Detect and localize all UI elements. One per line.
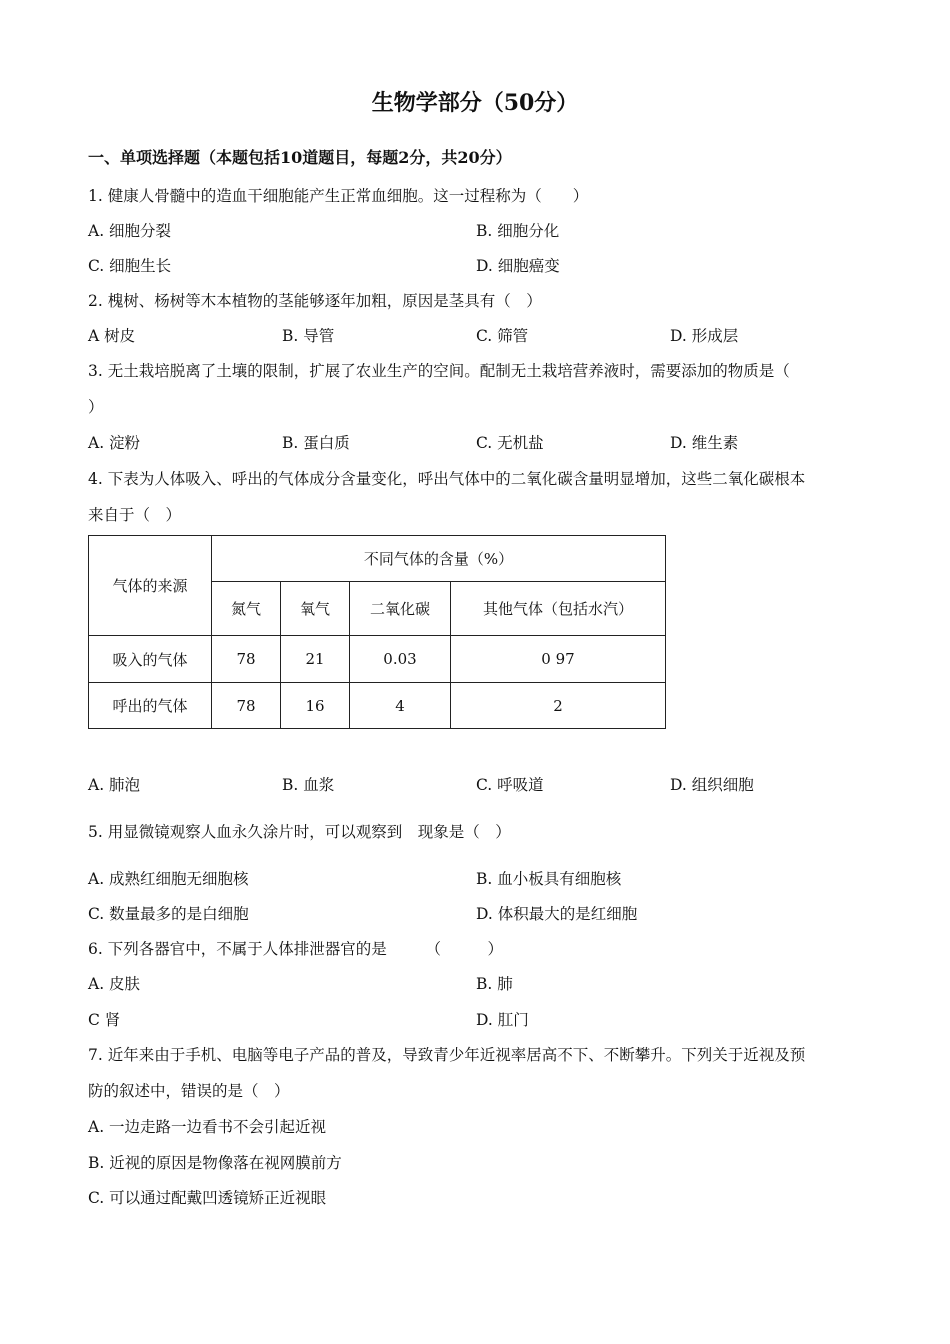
q7-option-a: A. 一边走路一边看书不会引起近视 xyxy=(88,1118,327,1136)
q4-option-b: B. 血浆 xyxy=(282,776,335,794)
table-column-header: 其他气体（包括水汽） xyxy=(451,582,666,636)
q3-option-a: A. 淀粉 xyxy=(88,434,141,452)
table-row xyxy=(89,636,666,683)
gas-composition-table xyxy=(88,535,666,729)
q2-option-a: A 树皮 xyxy=(88,327,136,345)
q5-option-b: B. 血小板具有细胞核 xyxy=(476,870,622,888)
table-cell: 0 97 xyxy=(451,636,666,683)
q2-option-c: C. 筛管 xyxy=(476,327,529,345)
q3-option-b: B. 蛋白质 xyxy=(282,434,350,452)
table-header-source: 气体的来源 xyxy=(89,536,212,636)
question-6-stem: 6. 下列各器官中，不属于人体排泄器官的是 （ ） xyxy=(88,940,503,958)
q4-option-a: A. 肺泡 xyxy=(88,776,141,794)
question-2-stem: 2. 槐树、杨树等木本植物的茎能够逐年加粗，原因是茎具有（ ） xyxy=(88,292,542,310)
q4-option-d: D. 组织细胞 xyxy=(670,776,754,794)
q3-option-d: D. 维生素 xyxy=(670,434,739,452)
table-column-header: 二氧化碳 xyxy=(350,582,451,636)
q6-option-b: B. 肺 xyxy=(476,975,513,993)
q1-option-b: B. 细胞分化 xyxy=(476,222,560,240)
q6-option-a: A. 皮肤 xyxy=(88,975,141,993)
table-header-group: 不同气体的含量（%） xyxy=(212,536,666,582)
table-cell: 78 xyxy=(212,636,281,683)
table-column-header: 氧气 xyxy=(281,582,350,636)
question-7-stem-line2: 防的叙述中，错误的是（ ） xyxy=(88,1082,290,1100)
question-3-stem-line1: 3. 无土栽培脱离了土壤的限制，扩展了农业生产的空间。配制无土栽培营养液时，需要添加的物质是（ xyxy=(88,362,790,380)
page-title: 生物学部分（50分） xyxy=(371,90,579,116)
q1-option-a: A. 细胞分裂 xyxy=(88,222,172,240)
q6-option-d: D. 肛门 xyxy=(476,1011,529,1029)
q6-option-c: C 肾 xyxy=(88,1011,121,1029)
question-4-stem-line2: 来自于（ ） xyxy=(88,506,182,524)
table-row-label: 吸入的气体 xyxy=(89,636,212,683)
q2-option-b: B. 导管 xyxy=(282,327,335,345)
table-cell: 21 xyxy=(281,636,350,683)
q4-option-c: C. 呼吸道 xyxy=(476,776,544,794)
q5-option-d: D. 体积最大的是红细胞 xyxy=(476,905,638,923)
q3-option-c: C. 无机盐 xyxy=(476,434,544,452)
q1-option-d: D. 细胞癌变 xyxy=(476,257,560,275)
q5-option-a: A. 成熟红细胞无细胞核 xyxy=(88,870,249,888)
question-3-stem-line2: ） xyxy=(88,398,104,416)
q2-option-d: D. 形成层 xyxy=(670,327,739,345)
table-cell: 2 xyxy=(451,683,666,729)
q1-option-c: C. 细胞生长 xyxy=(88,257,172,275)
section-heading: 一、单项选择题（本题包括10道题目，每题2分，共20分） xyxy=(88,148,512,167)
question-4-stem-line1: 4. 下表为人体吸入、呼出的气体成分含量变化，呼出气体中的二氧化碳含量明显增加，这些二氧化碳根本 xyxy=(88,470,806,488)
question-5-stem: 5. 用显微镜观察人血永久涂片时，可以观察到 现象是（ ） xyxy=(88,823,511,841)
table-column-header: 氮气 xyxy=(212,582,281,636)
table-row xyxy=(89,683,666,729)
table-cell: 16 xyxy=(281,683,350,729)
table-cell: 4 xyxy=(350,683,451,729)
table-cell: 78 xyxy=(212,683,281,729)
table-cell: 0.03 xyxy=(350,636,451,683)
q5-option-c: C. 数量最多的是白细胞 xyxy=(88,905,249,923)
question-1-stem: 1. 健康人骨髓中的造血干细胞能产生正常血细胞。这一过程称为（ ） xyxy=(88,187,589,205)
q7-option-c: C. 可以通过配戴凹透镜矫正近视眼 xyxy=(88,1189,327,1207)
question-7-stem-line1: 7. 近年来由于手机、电脑等电子产品的普及，导致青少年近视率居高不下、不断攀升。下列关于近视及预 xyxy=(88,1046,806,1064)
q7-option-b: B. 近视的原因是物像落在视网膜前方 xyxy=(88,1154,342,1172)
table-row-label: 呼出的气体 xyxy=(89,683,212,729)
